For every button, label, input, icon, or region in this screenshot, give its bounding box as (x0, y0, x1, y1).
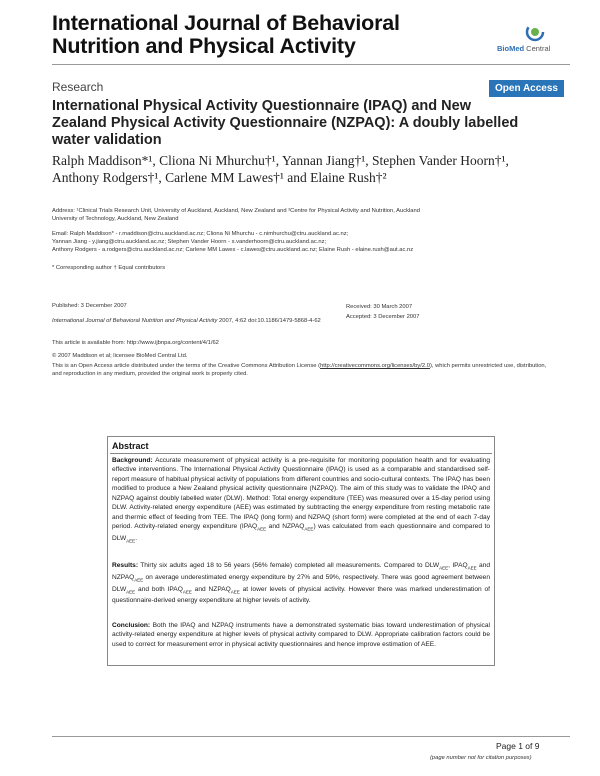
copyright-line: © 2007 Maddison et al; licensee BioMed Central Ltd. (52, 353, 188, 359)
footer-rule (52, 736, 570, 737)
results-b: , IPAQ (448, 562, 468, 569)
background-text-c: ) was calculated from each questionnaire and compared to DLW (112, 523, 491, 542)
received-date: Received: 30 March 2007 (346, 304, 413, 310)
abstract-conclusion (112, 621, 490, 649)
aee-sub-8: AEE (182, 588, 192, 594)
results-d: on average underestimated energy expenditure by 27% and 59%, respectively. There was good agreement between DLW (112, 573, 490, 593)
background-text-b: and NZPAQ (266, 523, 305, 531)
results-g: at lower levels of physical activity. However there was marked underestimation of questionnaire-derived energy expenditure at higher levels of activity. (112, 585, 490, 605)
article-url[interactable]: This article is available from: http://www.ijbnpa.org/content/4/1/62 (52, 340, 219, 346)
article-title: International Physical Activity Questionnaire (IPAQ) and New Zealand Physical Activity Questionnaire (NZPAQ): A doubly labelled water validation (52, 98, 519, 148)
results-e: and both IPAQ (135, 585, 183, 593)
address-label: Address: (52, 208, 75, 214)
abstract-heading: Abstract (112, 441, 149, 451)
aee-sub-2: AEE (304, 526, 314, 532)
biomed-central-logo (497, 20, 569, 56)
page-number: Page 1 of 9 (496, 741, 540, 751)
logo-bio: BioMed (497, 44, 525, 53)
author-list: Ralph Maddison*¹, Cliona Ni Mhurchu†¹, Yannan Jiang†¹, Stephen Vander Hoorn†¹, Anthony Rodgers†¹, Carlene MM Lawes†¹ and Elaine Rush†² (52, 153, 509, 185)
email-line-2: Yannan Jiang - y.jiang@ctru.auckland.ac.nz; Stephen Vander Hoorn - s.vanderhoorn@ctru.auckland.ac.nz; (52, 239, 327, 246)
background-text: Accurate measurement of physical activity is a pre-requisite for monitoring population health and for evaluating effective interventions. The International Physical Activity Questionnaire (IPAQ) is used as a comparable and standardised self-report measure of habitual physical activity of populations from different countries and socio-cultural contexts. The IPAQ has been modified to produce a New Zealand physical activity questionnaire (NZPAQ). The aim of this study was to validate the IPAQ and NZPAQ against doubly labelled water (DLW). Method: Total energy expenditure (TEE) was measured over a 15-day period using DLW. Activity-related energy expenditure (AEE) was estimated by subtracting the energy expenditure from resting metabolic rate and thermic effect of feeding from TEE. The IPAQ (long form) and NZPAQ (short form) were completed at the end of each 7-day period. Activity-related energy expenditure (IPAQ (112, 457, 491, 531)
aee-sub-6: AEE (134, 577, 144, 583)
abstract-results (112, 561, 490, 606)
citation (52, 317, 338, 325)
logo-central: Central (524, 44, 551, 53)
published-date: Published: 3 December 2007 (52, 303, 127, 309)
accepted-date: Accepted: 3 December 2007 (346, 314, 420, 320)
biomed-central-logo-icon (497, 20, 569, 44)
license-post: ), which permits unrestricted use, distribution, and reproduction in any medium, provided the original work is properly cited. (52, 363, 547, 378)
journal-title: International Journal of Behavioral Nutrition and Physical Activity (52, 11, 400, 58)
received-accepted (346, 302, 419, 322)
address-text: ¹Clinical Trials Research Unit, University of Auckland, Auckland, New Zealand and ²Centre for Physical Activity and Nutrition, Auckland (76, 208, 420, 214)
conclusion-label: Conclusion: (112, 622, 151, 629)
license-link[interactable]: http://creativecommons.org/licenses/by/2.0 (320, 363, 430, 369)
aee-sub-9: AEE (230, 588, 240, 594)
aee-sub-4: AEE (439, 565, 449, 571)
email-list (52, 230, 547, 255)
open-access-badge: Open Access (489, 80, 564, 97)
email-line-3: Anthony Rodgers - a.rodgers@ctru.auckland.ac.nz; Carlene MM Lawes - c.lawes@ctru.auckland.ac.nz; Elaine Rush - elaine.rush@aut.ac.nz (52, 247, 414, 254)
conclusion-text: Both the IPAQ and NZPAQ instruments have a demonstrated systematic bias toward underestimation of physical activity-related energy expenditure at higher levels of physical activity compared to DLW. Appropriate calibration factors could be used to correct for measurement error in physical activity questionnaires and hence improve estimation of AEE. (112, 622, 490, 648)
background-label: Background: (112, 457, 153, 464)
citation-rest: 2007, 4:62 doi:10.1186/1479-5868-4-62 (217, 318, 321, 324)
page-note: (page number not for citation purposes) (430, 755, 532, 761)
email-line-1: Email: Ralph Maddison* - r.maddison@ctru.auckland.ac.nz; Cliona Ni Mhurchu - c.nimhurchu@ctru.auckland.ac.nz; (52, 231, 349, 237)
results-a: Thirty six adults aged 18 to 56 years (56% female) completed all measurements. Compared to DLW (140, 562, 440, 569)
aee-sub-5: AEE (467, 565, 477, 571)
corresponding-note: * Corresponding author † Equal contributors (52, 265, 166, 271)
license-text (52, 362, 547, 378)
abstract-background (112, 456, 490, 546)
background-text-d: . (135, 534, 138, 542)
license-pre: This is an Open Access article distributed under the terms of the Creative Commons Attribution License ( (52, 363, 321, 369)
aee-sub-7: AEE (126, 588, 136, 594)
citation-journal: International Journal of Behavioral Nutrition and Physical Activity (52, 318, 218, 324)
address-text-2: University of Technology, Auckland, New Zealand (52, 216, 179, 223)
section-label: Research (52, 80, 104, 94)
aee-sub-1: AEE (257, 526, 267, 532)
results-f: and NZPAQ (191, 585, 231, 593)
aee-sub-3: AEE (126, 538, 136, 544)
results-label: Results: (112, 562, 139, 569)
header-rule (52, 64, 570, 65)
affiliations (52, 207, 547, 223)
abstract-rule (110, 453, 492, 454)
results-c: and NZPAQ (112, 562, 490, 581)
